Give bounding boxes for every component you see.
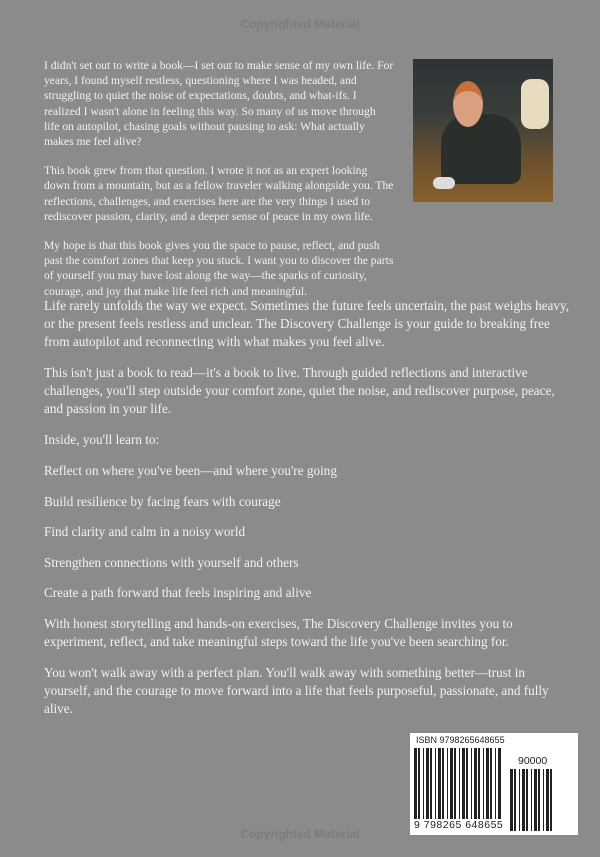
- barcode-bar: [514, 769, 516, 831]
- learning-item: Create a path forward that feels inspiring and alive: [44, 585, 312, 600]
- barcode-bar: [526, 769, 528, 831]
- barcode-bar: [546, 769, 549, 831]
- barcode-bar: [519, 769, 520, 831]
- barcode-bar: [478, 748, 480, 828]
- price-code: 90000: [518, 755, 548, 767]
- description-paragraph: You won't walk away with a perfect plan. You'll walk away with something better—trust in yourself, and the courage to move forward into a life that feels purposeful, passionate, and fully alive.: [44, 664, 549, 716]
- description-paragraph: This isn't just a book to read—it's a book to live. Through guided reflections and interactive challenges, you'll step outside your comfort zone, quiet the noise, and rediscover purpose, peace, and passion in your life.: [44, 365, 555, 416]
- barcode-bar: [543, 769, 544, 831]
- learning-item: Reflect on where you've been—and where you're going: [44, 463, 337, 478]
- barcode-bar: [534, 769, 537, 831]
- barcode-bar: [466, 748, 468, 828]
- barcode-bar: [490, 748, 492, 828]
- description-paragraph: Life rarely unfolds the way we expect. Sometimes the future feels uncertain, the past weighs heavy, or the present feels restless and unclear. The Discovery Challenge is your guide to breaking free from autopilot and reconnecting with what makes you feel alive.: [44, 298, 569, 349]
- barcode-bars: [414, 748, 502, 828]
- barcode-bar: [531, 769, 532, 831]
- intro-paragraph: This book grew from that question. I wrote it not as an expert looking down from a mountain, but as a fellow traveler walking alongside you. The reflections, challenges, and exercises here are the very things I used to rediscover passion, clarity, and a deeper sense of peace in my own life.: [44, 164, 394, 223]
- barcode-bar: [522, 769, 525, 831]
- barcode-bar: [426, 748, 429, 828]
- watermark-top: Copyrighted Material: [240, 17, 360, 31]
- price-barcode-bars: [510, 769, 556, 831]
- barcode-bar: [459, 748, 460, 828]
- barcode-bar: [486, 748, 489, 828]
- barcode-bar: [423, 748, 424, 828]
- barcode-bar: [538, 769, 540, 831]
- barcode-bar: [442, 748, 444, 828]
- description-paragraph: With honest storytelling and hands-on exercises, The Discovery Challenge invites you to experiment, reflect, and take meaningful steps toward the life you've been searching for.: [44, 615, 513, 649]
- barcode-bar: [454, 748, 456, 828]
- intro-paragraph: My hope is that this book gives you the space to pause, reflect, and push past the comfort zones that keep you stuck. I want you to discover the parts of yourself you may have lost along the way—the sparks of curiosity, courage, and joy that make life feel rich and meaningful.: [44, 239, 394, 298]
- barcode-bar: [430, 748, 432, 828]
- learning-item: Strengthen connections with yourself and others: [44, 554, 299, 570]
- barcode-bar: [510, 769, 513, 831]
- barcode-bar: [474, 748, 477, 828]
- description-paragraph: Inside, you'll learn to:: [44, 432, 160, 447]
- barcode-bar: [418, 748, 420, 828]
- barcode-bar: [450, 748, 453, 828]
- barcode-bar: [483, 748, 484, 828]
- barcode-bar: [471, 748, 472, 828]
- barcode-bar: [498, 748, 501, 828]
- watermark-bottom: Copyrighted Material: [240, 827, 360, 841]
- barcode-bar: [435, 748, 436, 828]
- author-note: [44, 58, 394, 313]
- barcode-digits: 9 798265 648655: [414, 819, 504, 831]
- barcode-bar: [462, 748, 465, 828]
- barcode-bar: [550, 769, 552, 831]
- barcode-bar: [495, 748, 496, 828]
- isbn-barcode: [410, 733, 578, 835]
- book-description: [44, 297, 574, 731]
- intro-paragraph: I didn't set out to write a book—I set out to make sense of my own life. For years, I found myself restless, questioning where I was headed, and struggling to quiet the noise of expectations, doubts, and what-ifs. I realized I wasn't alone in feeling this way. So many of us move through life on autopilot, chasing goals without pausing to ask: What actually makes me feel alive?: [44, 59, 394, 149]
- author-photo: [413, 59, 553, 202]
- learning-item: Build resilience by facing fears with courage: [44, 493, 281, 509]
- isbn-label: ISBN 9798265648655: [416, 735, 505, 745]
- barcode-bar: [447, 748, 448, 828]
- barcode-bar: [438, 748, 441, 828]
- learning-item: Find clarity and calm in a noisy world: [44, 524, 246, 539]
- barcode-bar: [414, 748, 417, 828]
